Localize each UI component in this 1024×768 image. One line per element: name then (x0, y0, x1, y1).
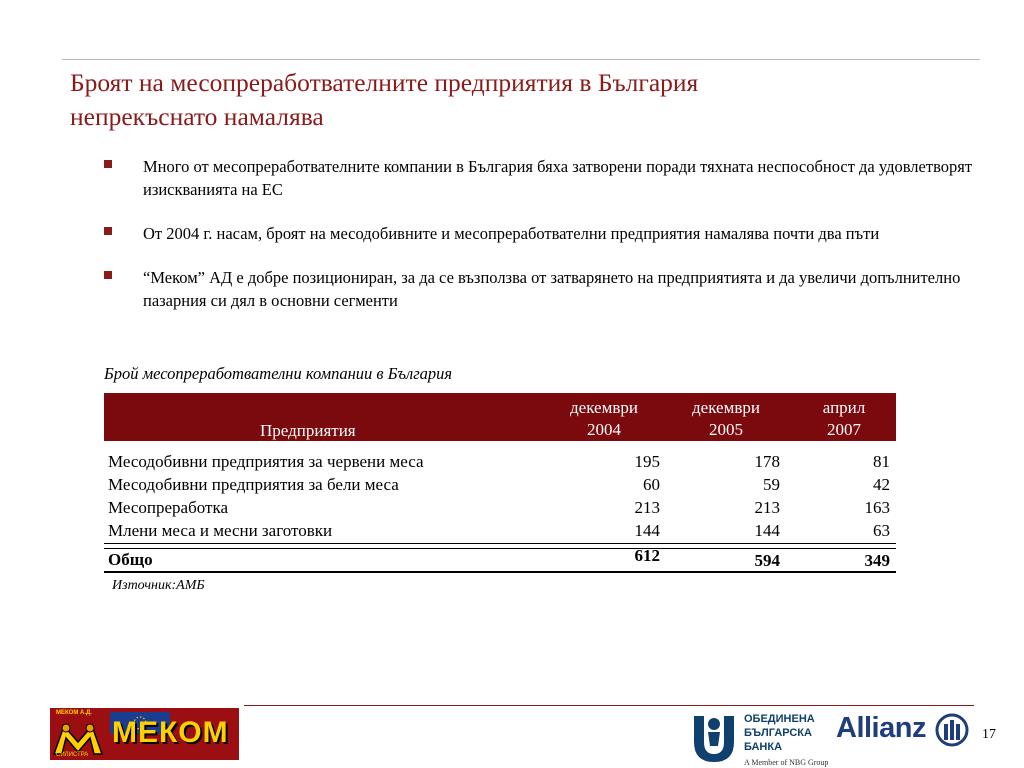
allianz-emblem-icon (935, 713, 969, 747)
header-col-line2: 2005 (709, 420, 743, 439)
ubb-line-2: БЪЛГАРСКА (744, 727, 812, 739)
cell-value: 59 (763, 475, 780, 494)
bullet-item (104, 266, 984, 312)
mekom-bottom-text: СИЛИСТРА (56, 752, 89, 758)
header-col-dec-2004 (544, 397, 664, 441)
table-row (104, 519, 896, 542)
table-body (104, 450, 896, 573)
top-divider (62, 59, 980, 60)
source-note: Източник:АМБ (112, 578, 205, 593)
cell-value: 63 (873, 521, 890, 540)
table-caption: Брой месопреработвателни компании в България (104, 364, 453, 383)
ubb-wordmark (744, 712, 815, 754)
mekom-logo (50, 708, 239, 760)
bullet-text: “Меком” АД е добре позициониран, за да се възползва от затварянето на предприятията и да увеличи допълнително пазарния си дял в основни сегменти (143, 268, 961, 310)
total-value: 349 (864, 551, 890, 570)
page-number: 17 (982, 727, 996, 742)
ubb-member-note: A Member of NBG Group (744, 758, 829, 767)
header-col-dec-2005 (666, 397, 786, 441)
header-col-line1: декември (692, 398, 760, 417)
total-label: Общо (108, 550, 153, 569)
bullet-list (104, 155, 984, 333)
row-label: Месодобивни предприятия за червени меса (108, 452, 424, 471)
row-label: Млени меса и месни заготовки (108, 521, 333, 540)
ubb-emblem-icon (690, 712, 738, 764)
cell-value: 60 (643, 475, 660, 494)
header-col-line2: 2004 (587, 420, 621, 439)
bullet-text: От 2004 г. насам, броят на месодобивните и месопреработвателни предприятия намалява почти два пъти (143, 224, 880, 243)
total-row (104, 546, 896, 571)
table-header (104, 393, 896, 441)
table-row (104, 450, 896, 473)
bullet-text: Много от месопреработвателните компании в България бяха затворени поради тяхната неспособност да удовлетворят изискванията на ЕС (143, 157, 973, 199)
slide-title-line-1: Броят на месопреработвателните предприятия в България (70, 68, 699, 97)
bullet-item (104, 155, 984, 201)
companies-table (104, 393, 896, 573)
total-value: 612 (634, 546, 660, 565)
allianz-wordmark: Allianz (836, 712, 926, 744)
header-col-apr-2007 (784, 397, 904, 441)
cell-value: 213 (634, 498, 660, 517)
ubb-line-1: ОБЕДИНЕНА (744, 713, 815, 725)
footer-divider (244, 705, 974, 706)
cell-value: 144 (634, 521, 660, 540)
slide-title-line-2: непрекъснато намалява (70, 102, 324, 131)
cell-value: 213 (754, 498, 780, 517)
square-bullet-icon (104, 160, 112, 168)
slide-title (70, 66, 950, 134)
mekom-wordmark: МЕКОМ (112, 716, 229, 749)
table-row (104, 496, 896, 519)
header-col-line1: декември (570, 398, 638, 417)
cell-value: 42 (873, 475, 890, 494)
cell-value: 178 (754, 452, 780, 471)
cell-value: 163 (864, 498, 890, 517)
cell-value: 195 (634, 452, 660, 471)
square-bullet-icon (104, 227, 112, 235)
row-label: Месодобивни предприятия за бели меса (108, 475, 399, 494)
header-col-line2: 2007 (827, 420, 861, 439)
header-col-line1: април (822, 398, 866, 417)
total-value: 594 (754, 551, 780, 570)
table-row (104, 473, 896, 496)
bullet-item (104, 222, 984, 245)
cell-value: 81 (873, 452, 890, 471)
cell-value: 144 (754, 521, 780, 540)
row-label: Месопреработка (108, 498, 228, 517)
mekom-top-text: МЕКОМ А.Д. (56, 710, 92, 716)
header-row-label: Предприятия (260, 421, 356, 440)
square-bullet-icon (104, 271, 112, 279)
ubb-line-3: БАНКА (744, 741, 783, 753)
